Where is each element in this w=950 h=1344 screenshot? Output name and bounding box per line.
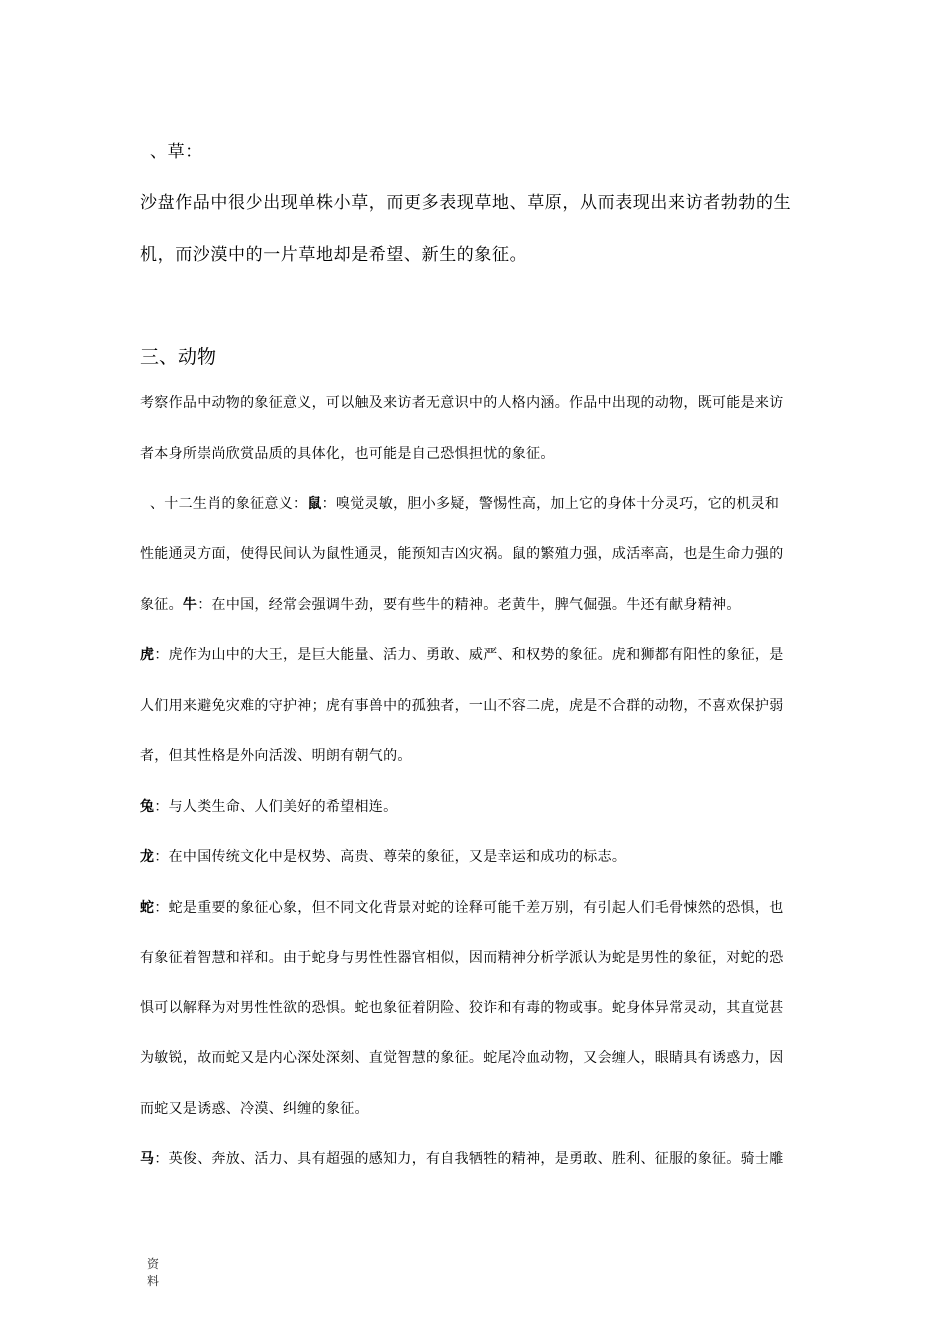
rat-term: 鼠 [307, 496, 322, 512]
animal-intro-line-2: 者本身所崇尚欣赏品质的具体化，也可能是自己恐惧担忧的象征。 [140, 446, 555, 462]
ox-text: ：在中国，经常会强调牛劲，要有些牛的精神。老黄牛，脾气倔强。牛还有献身精神。 [197, 597, 741, 613]
tiger-text-1: ：虎作为山中的大王，是巨大能量、活力、勇敢、威严、和权势的象征。虎和狮都有阳性的象征，是 [154, 647, 784, 663]
rat-text-1: ：嗅觉灵敏，胆小多疑，警惕性高，加上它的身体十分灵巧，它的机灵和 [321, 496, 780, 512]
grass-paragraph-line-1: 沙盘作品中很少出现单株小草，而更多表现草地、草原，从而表现出来访者勃勃的生 [140, 193, 792, 213]
grass-paragraph-line-2: 机，而沙漠中的一片草地却是希望、新生的象征。 [140, 245, 528, 265]
rabbit-term: 兔 [140, 799, 155, 815]
rabbit-text: ：与人类生命、人们美好的希望相连。 [154, 799, 398, 815]
snake-paragraph-line-4: 为敏锐，故而蛇又是内心深处深刻、直觉智慧的象征。蛇尾冷血动物，又会缠人，眼睛具有诱惑力，因 [140, 1050, 784, 1066]
rat-paragraph-line-1 [150, 493, 779, 513]
horse-text-1: ：英俊、奔放、活力、具有超强的感知力，有自我牺牲的精神，是勇敢、胜利、征服的象征。骑士雕 [154, 1151, 784, 1167]
horse-term: 马 [140, 1151, 155, 1167]
dragon-paragraph [140, 846, 626, 866]
page-footer-label [147, 1256, 161, 1290]
tiger-paragraph-line-3: 者，但其性格是外向活泼、明朗有朝气的。 [140, 748, 412, 764]
ox-term: 牛 [182, 597, 198, 613]
dragon-text: ：在中国传统文化中是权势、高贵、尊荣的象征，又是幸运和成功的标志。 [154, 849, 627, 865]
rabbit-paragraph [140, 796, 397, 816]
footer-char-1: 资 [147, 1257, 160, 1271]
snake-paragraph-line-1 [140, 897, 784, 917]
tiger-term: 虎 [140, 647, 155, 663]
dragon-term: 龙 [140, 849, 155, 865]
horse-paragraph-line-1 [140, 1148, 784, 1168]
rat-text-3: 象征。 [140, 597, 183, 613]
animal-section-heading: 三、动物 [140, 346, 217, 368]
footer-char-2: 料 [147, 1274, 160, 1288]
tiger-paragraph-line-1 [140, 644, 784, 664]
snake-paragraph-line-5: 而蛇又是诱惑、冷漠、纠缠的象征。 [140, 1101, 369, 1117]
snake-paragraph-line-2: 有象征着智慧和祥和。由于蛇身与男性性器官相似，因而精神分析学派认为蛇是男性的象征，对蛇的恐 [140, 950, 784, 966]
tiger-paragraph-line-2: 人们用来避免灾难的守护神；虎有事兽中的孤独者，一山不容二虎，虎是不合群的动物，不喜欢保护弱 [140, 698, 784, 714]
snake-paragraph-line-3: 惧可以解释为对男性性欲的恐惧。蛇也象征着阴险、狡诈和有毒的物或事。蛇身体异常灵动，其直觉甚 [140, 1000, 784, 1016]
zodiac-prefix: 、十二生肖的象征意义： [150, 496, 308, 512]
snake-text-1: ：蛇是重要的象征心象，但不同文化背景对蛇的诠释可能千差万别，有引起人们毛骨悚然的恐惧，也 [154, 900, 784, 916]
rat-ox-line [140, 594, 741, 614]
grass-title: 、草： [150, 142, 203, 162]
animal-intro-line-1: 考察作品中动物的象征意义，可以触及来访者无意识中的人格内涵。作品中出现的动物，既可能是来访 [140, 395, 784, 411]
rat-paragraph-line-2: 性能通灵方面，使得民间认为鼠性通灵，能预知吉凶灾祸。鼠的繁殖力强，成活率高，也是生命力强的 [140, 546, 784, 562]
snake-term: 蛇 [140, 900, 155, 916]
